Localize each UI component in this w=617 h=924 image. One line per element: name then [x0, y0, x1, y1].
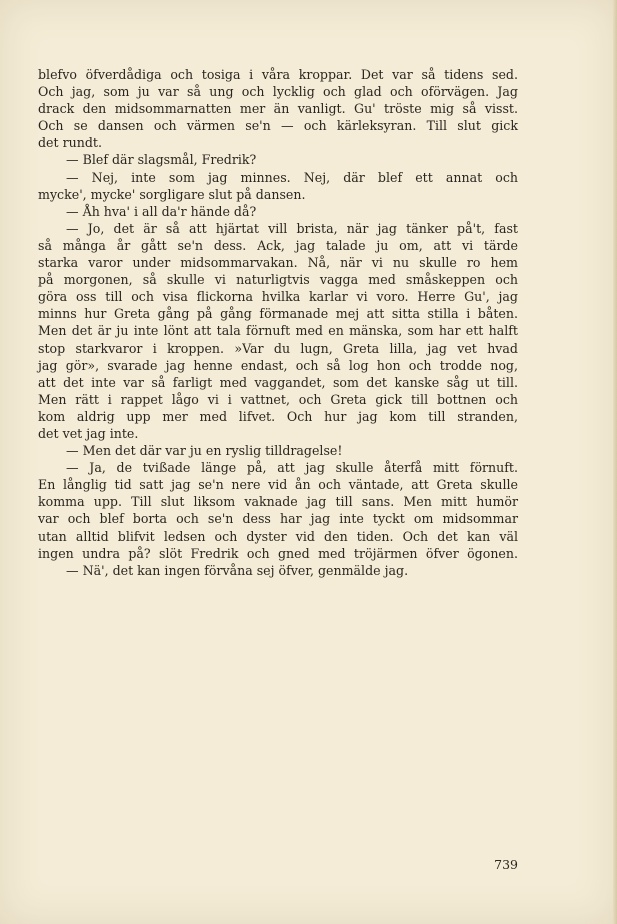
- text-line: En långlig tid satt jag se'n nere vid ån och väntade, att Greta skulle: [38, 477, 518, 493]
- text-line: mycke', mycke' sorgligare slut på dansen.: [38, 186, 306, 202]
- text-line: kom aldrig upp mer med lifvet. Och hur jag kom till stranden,: [38, 408, 518, 424]
- body-text: [38, 66, 518, 579]
- text-line: var och blef borta och se'n dess har jag inte tyckt om midsommar: [38, 511, 518, 527]
- page-edge: [613, 0, 617, 924]
- text-line: Och se dansen och värmen se'n — och kärleksyran. Till slut gick: [38, 118, 518, 134]
- page-number: 739: [494, 857, 518, 872]
- text-line: göra oss till och visa flickorna hvilka karlar vi voro. Herre Gu', jag: [38, 289, 518, 305]
- text-line: — Nä', det kan ingen förvåna sej öfver, genmälde jag.: [66, 562, 409, 578]
- text-line: stop starkvaror i kroppen. »Var du lugn, Greta lilla, jag vet hvad: [38, 340, 518, 356]
- text-line: — Jo, det är så att hjärtat vill brista, när jag tänker på't, fast: [66, 220, 518, 236]
- text-line: ingen undra på? slöt Fredrik och gned med tröjärmen öfver ögonen.: [38, 545, 518, 561]
- text-line: att det inte var så farligt med vaggandet, som det kanske såg ut till.: [38, 374, 518, 390]
- text-line: minns hur Greta gång på gång förmanade mej att sitta stilla i båten.: [38, 306, 518, 322]
- text-line: — Åh hva' i all da'r hände då?: [66, 203, 257, 219]
- text-line: utan alltid blifvit ledsen och dyster vid den tiden. Och det kan väl: [38, 528, 518, 544]
- text-line: Men det är ju inte lönt att tala förnuft med en mänska, som har ett halft: [38, 323, 518, 339]
- text-line: starka varor under midsommarvakan. Nå, när vi nu skulle ro hem: [38, 255, 518, 271]
- text-line: jag gör», svarade jag henne endast, och så log hon och trodde nog,: [38, 357, 518, 373]
- text-line: drack den midsommarnatten mer än vanligt. Gu' tröste mig så visst.: [38, 101, 518, 117]
- text-line: — Men det där var ju en ryslig tilldragelse!: [66, 443, 343, 459]
- text-line: det rundt.: [38, 135, 102, 151]
- text-line: Men rätt i rappet lågo vi i vattnet, och Greta gick till bottnen och: [38, 391, 518, 407]
- text-line: blefvo öfverdådiga och tosiga i våra kroppar. Det var så tidens sed.: [38, 67, 518, 82]
- text-line: — Blef där slagsmål, Fredrik?: [66, 152, 257, 168]
- text-line: så många år gått se'n dess. Ack, jag talade ju om, att vi tärde: [38, 237, 518, 253]
- text-line: — Ja, de tvißade länge på, att jag skulle återfå mitt förnuft.: [66, 460, 518, 476]
- text-line: — Nej, inte som jag minnes. Nej, där blef ett annat och: [66, 169, 518, 185]
- text-line: komma upp. Till slut liksom vaknade jag till sans. Men mitt humör: [38, 494, 518, 510]
- text-line: det vet jag inte.: [38, 425, 139, 441]
- text-line: Och jag, som ju var så ung och lycklig och glad och oförvägen. Jag: [38, 84, 518, 100]
- text-line: på morgonen, så skulle vi naturligtvis vagga med småskeppen och: [38, 272, 518, 288]
